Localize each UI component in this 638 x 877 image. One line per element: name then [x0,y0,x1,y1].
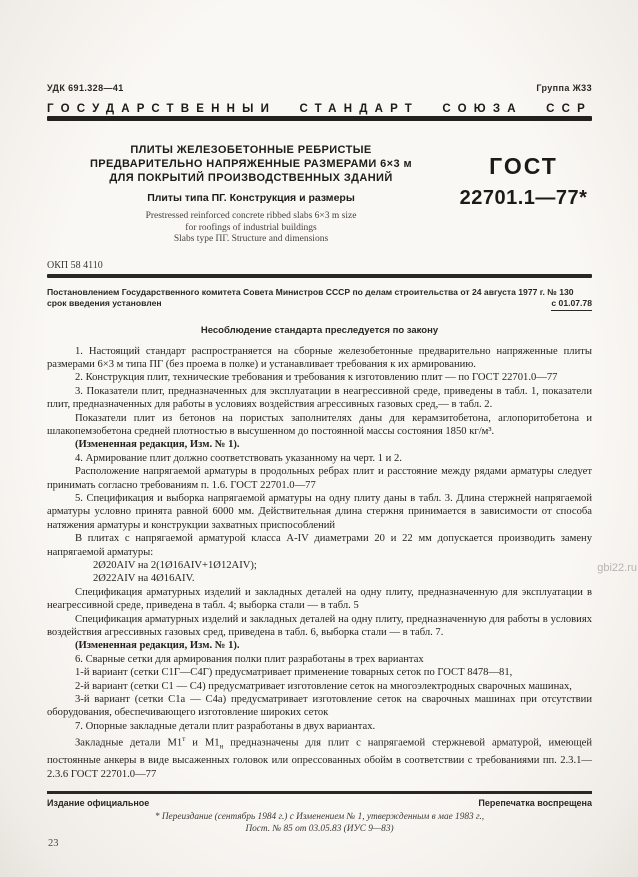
amendment-note-2: (Измененная редакция, Изм. № 1). [75,640,240,652]
title-line-2: ПРЕДВАРИТЕЛЬНО НАПРЯЖЕННЫЕ РАЗМЕРАМИ 6×3 м [90,158,412,170]
paragraph-13: Спецификация арматурных изделий и закладных деталей на одну плиту, предназначенную для работы в условиях воздействия агрессивных газовых сред, приведена в табл. 6, выборка стали — в табл. 7. [47,613,592,639]
footer-row [47,798,592,808]
okp-code: ОКП 58 4110 [47,259,103,271]
effective-date: с 01.07.78 [551,298,592,311]
paragraph-16: 1-й вариант (сетки С1Г—С4Г) предусматривает применение товарных сеток по ГОСТ 8478—81, [75,667,513,679]
gost-number: 22701.1—77* [459,187,588,209]
horizontal-rule-bottom [47,791,592,794]
title-en-line-2: for roofings of industrial buildings [185,222,317,233]
udk-code: УДК 691.328—41 [47,83,124,93]
paragraph-1: 1. Настоящий стандарт распространяется на сборные железобетонные предварительно напряженные плиты размерами 6×3 м типа ПГ (без проема в полке) и устанавливает требования к их армированию. [47,345,592,370]
amendment-note-1: (Измененная редакция, Изм. № 1). [75,439,240,451]
paragraph-17: 2-й вариант (сетки С1 — С4) предусматривает изготовление сеток на многоэлектродных сварочных машинах, [75,680,572,692]
rebar-substitution-formula-2: 2Ø22АIV на 4Ø16АIV. [93,573,195,585]
paragraph-19: 7. Опорные закладные детали плит разработаны в двух вариантах. [75,720,376,732]
rebar-substitution-formula-1: 2Ø20АIV на 2(1Ø16АIV+1Ø12АIV); [93,560,257,571]
title-line-1: ПЛИТЫ ЖЕЛЕЗОБЕТОННЫЕ РЕБРИСТЫЕ [130,144,372,156]
state-standard-banner: ГОСУДАРСТВЕННЫЙ СТАНДАРТ СОЮЗА ССР [47,103,592,115]
document-title-english [47,211,455,246]
title-zone [47,143,592,246]
decree-term-label: срок введения установлен [47,297,162,308]
paragraph-15: 6. Сварные сетки для армирования полки плит разработаны в трех вариантах [75,653,424,665]
title-block [47,143,455,246]
footnote-line-2: Пост. № 85 от 03.05.83 (ИУС 9—83) [245,823,394,834]
paragraph-12: Спецификация арматурных изделий и закладных деталей на одну плиту, предназначенную для эксплуатации в неагрессивной среде, приведена в табл. 4; выборка стали — в табл. 5 [47,586,592,612]
paragraph-6: 4. Армирование плит должно соответствовать указанному на черт. 1 и 2. [75,452,402,464]
paragraph-8: 5. Спецификация и выборка напрягаемой арматуры на одну плиту даны в табл. 3. Длина стержней напрягаемой арматуры условно принята равной 6000 мм. Действительная длина стержня принимается в зависимости от способа натяжения арматуры и конструкции захватных приспособлений [47,492,592,531]
paragraph-9: В плитах с напрягаемой арматурой класса А-IV диаметрами 20 и 22 мм допускается производить замену напрягаемой арматуры: [47,533,592,558]
reissue-footnote [47,811,592,835]
paragraph-2: 2. Конструкция плит, технические требования и требования к изготовлению плит — по ГОСТ 22701.0—77 [75,372,558,384]
gost-label: ГОСТ [489,153,558,179]
footnote-line-1: * Переиздание (сентябрь 1984 г.) с Изменением № 1, утвержденным в мае 1983 г., [154,811,485,822]
paragraph-20: Закладные детали $М1^т$ и $М1_н$ предназначены для плит с напрягаемой стержневой арматурой, имеющей постоянные анкеры в виде высаженных головок или опрессованных обойм в соответствии с требованиями пп. 2.3.1—2.3.6 ГОСТ 22701.0—77 [47,735,593,780]
paragraph-18: 3-й вариант (сетки С1а — С4а) предусматривает изготовление сеток на сварочных машинах при отсутствии оборудования, обеспечивающего изготовление широких сеток [47,694,592,719]
classification-row [47,83,592,93]
official-edition-label: Издание официальное [47,797,150,808]
standard-body-text [47,345,592,782]
title-line-3: ДЛЯ ПОКРЫТИЙ ПРОИЗВОДСТВЕННЫХ ЗДАНИЙ [109,172,393,184]
paragraph-3: 3. Показатели плит, предназначенных для эксплуатации в неагрессивной среде, приведены в табл. 1, показатели плит, предназначенных для работы в условиях воздействия агрессивных газовых сред,— в табл. 2. [47,385,592,411]
document-subtitle: Плиты типа ПГ. Конструкция и размеры [147,192,355,204]
gost-designation [455,143,592,246]
banner-underline-bar [47,116,592,121]
page-footer [47,791,592,835]
watermark-text: gbi22.ru [597,562,637,574]
document-title [47,143,455,185]
group-code: Группа Ж33 [536,83,592,93]
horizontal-rule-top [47,274,592,278]
reprint-prohibited-label: Перепечатка воспрещена [478,797,592,808]
law-notice: Несоблюдение стандарта преследуется по закону [200,324,439,336]
decree-block [47,287,592,311]
paragraph-4: Показатели плит из бетонов на пористых заполнителях даны для керамзитобетона, аглопоритобетона и шлакопемзобетона средней плотностью в высушенном до постоянной массы состояния 1850 кг/м³. [47,412,592,437]
page-number: 23 [48,838,59,849]
decree-line-1: Постановлением Государственного комитета Совета Министров СССР по делам строительства от 24 августа 1977 г. № 130 [47,286,574,297]
title-en-line-1: Prestressed reinforced concrete ribbed slabs 6×3 m size [145,211,357,221]
decree-line-2 [47,298,592,311]
paragraph-7: Расположение напрягаемой арматуры в продольных ребрах плит и расстояние между рядами арматуры следует принимать согласно требованиям п. 1.6. ГОСТ 22701.0—77 [47,466,592,491]
title-en-line-3: Slabs type ПГ. Structure and dimensions [173,234,329,244]
